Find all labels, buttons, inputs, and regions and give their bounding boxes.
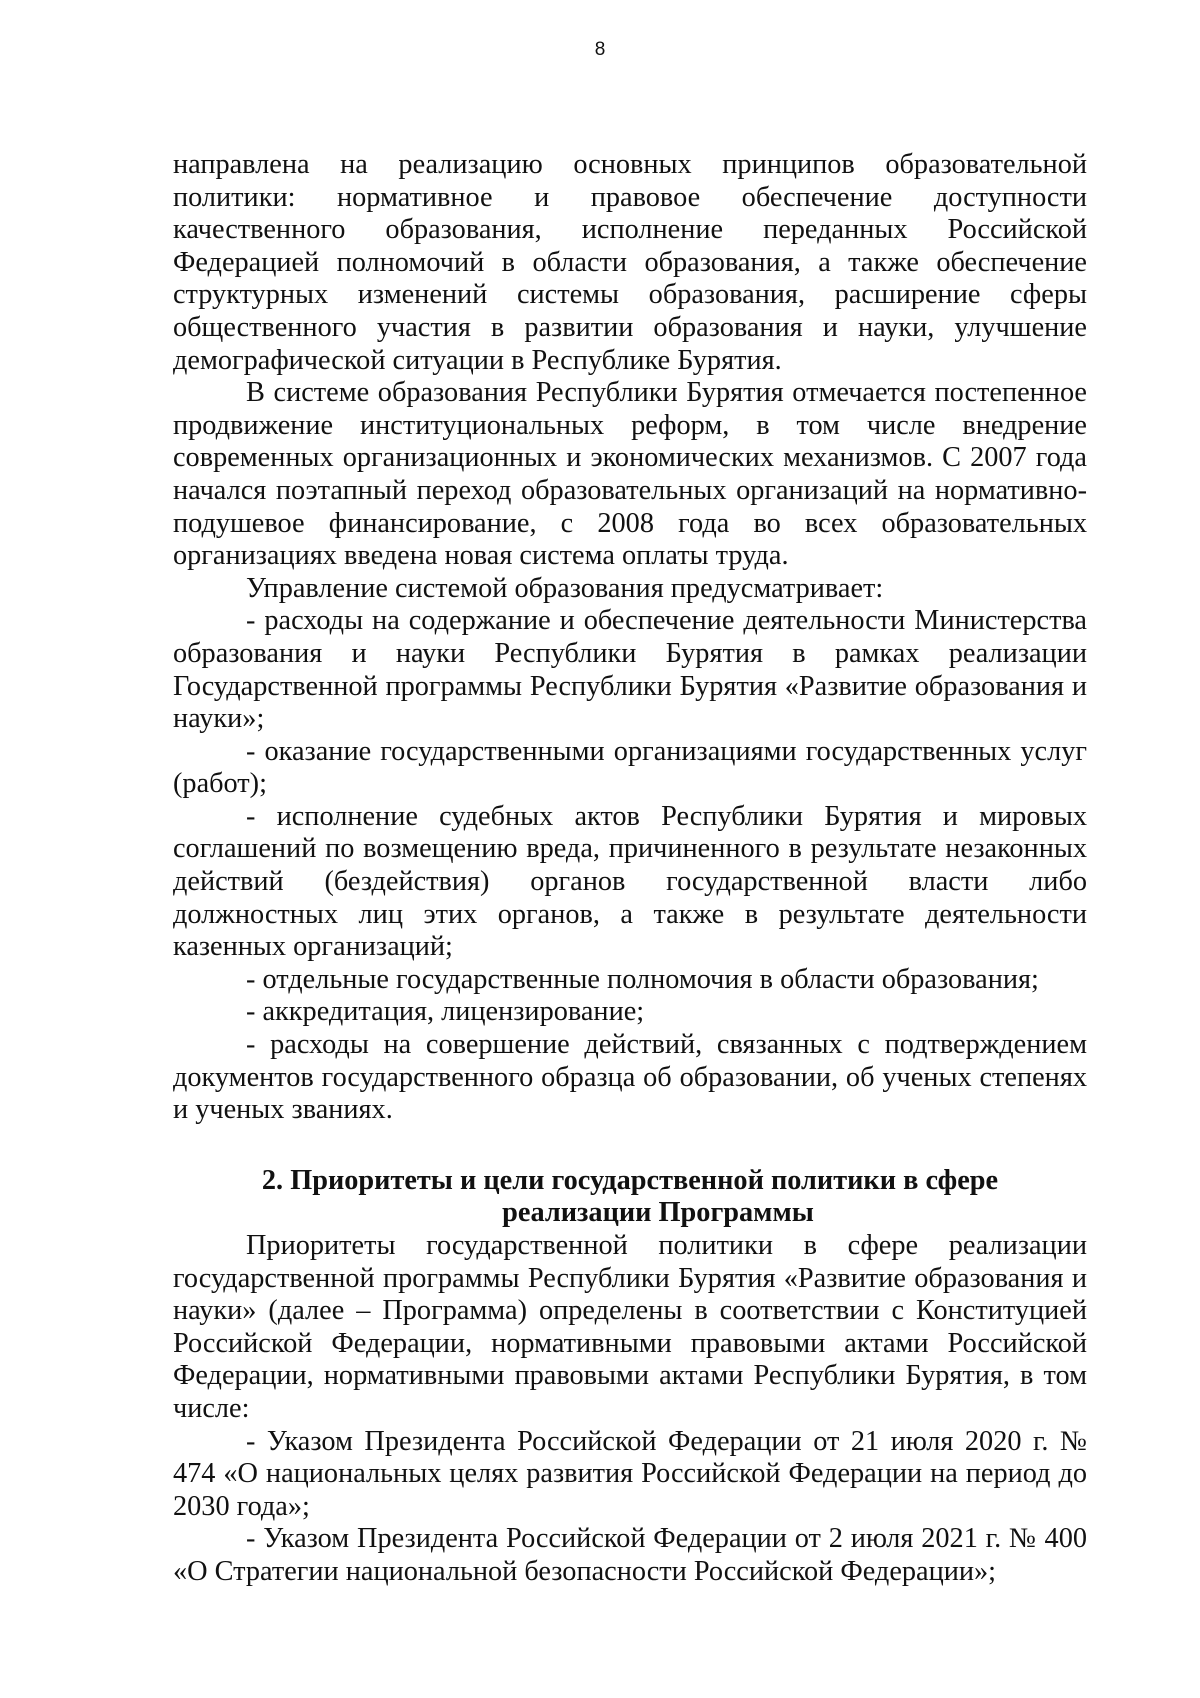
paragraph-management-lead: Управление системой образования предусматривает: [246,572,884,604]
list-item-state-services: - оказание государственными организациями государственных услуг (работ); [173,735,1087,800]
document-body [173,149,1087,1589]
page-number: 8 [594,39,606,60]
paragraph-policy-principles: направлена на реализацию основных принципов образовательной политики: нормативное и правовое обеспечение доступности качественного образования, исполнение переданных Российской Федерацией полномочий в области образования, а также обеспечение структурных изменений системы образования, расширение сферы общественного участия в развитии образования и науки, улучшение демографической ситуации в Республике Бурятия. [173,149,1087,376]
list-item-decree-400: - Указом Президента Российской Федерации от 2 июля 2021 г. № 400 «О Стратегии национальной безопасности Российской Федерации»; [173,1523,1087,1587]
list-item-court-acts: - исполнение судебных актов Республики Бурятия и мировых соглашений по возмещению вреда, причиненного в результате незаконных действий (бездействия) органов государственной власти либо должностных лиц этих органов, а также в результате деятельности казенных организаций; [173,800,1087,963]
list-item-accreditation: - аккредитация, лицензирование; [246,996,645,1028]
list-item-document-confirmation: - расходы на совершение действий, связанных с подтверждением документов государственного образца об образовании, об ученых степенях и ученых званиях. [173,1029,1087,1126]
list-item-ministry-expenses: - расходы на содержание и обеспечение деятельности Министерства образования и науки Республики Бурятия в рамках реализации Государственной программы Республики Бурятия «Развитие образования и науки»; [173,605,1087,735]
list-item-state-powers: - отдельные государственные полномочия в области образования; [246,963,1039,995]
section-heading-line-1: 2. Приоритеты и цели государственной политики в сфере [261,1164,999,1196]
list-item-decree-474: - Указом Президента Российской Федерации от 21 июля 2020 г. № 474 «О национальных целях развития Российской Федерации на период до 2030 года»; [173,1425,1087,1522]
paragraph-institutional-reforms: В системе образования Республики Бурятия отмечается постепенное продвижение институциональных реформ, в том числе внедрение современных организационных и экономических механизмов. С 2007 года начался поэтапный переход образовательных организаций на нормативно-подушевое финансирование, с 2008 года во всех образовательных организациях введена новая система оплаты труда. [173,377,1087,572]
section-heading-priorities [173,1165,1087,1230]
paragraph-priorities-intro: Приоритеты государственной политики в сфере реализации государственной программы Республики Бурятия «Развитие образования и науки» (далее – Программа) определены в соответствии с Конституцией Российской Федерации, нормативными правовыми актами Российской Федерации, нормативными правовыми актами Республики Бурятия, в том числе: [173,1230,1087,1424]
section-heading-line-2: реализации Программы [502,1197,814,1229]
